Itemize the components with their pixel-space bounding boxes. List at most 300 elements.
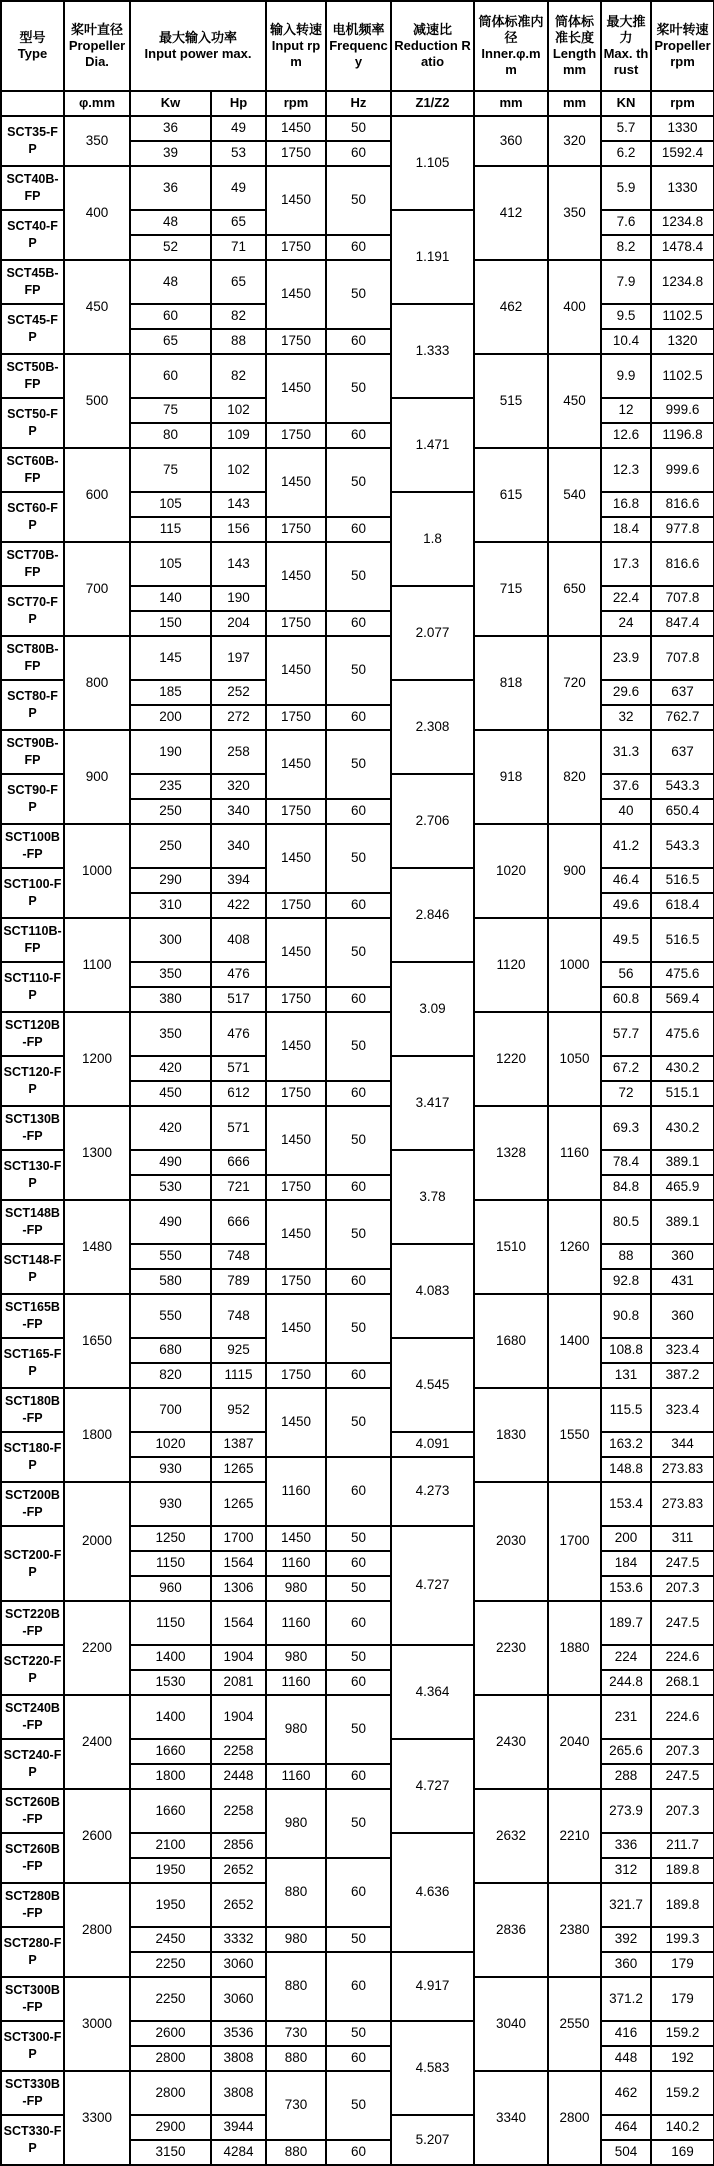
max-thrust-cell: 464 [601, 2115, 651, 2140]
power-kw-cell: 150 [130, 611, 211, 636]
power-hp-cell: 102 [211, 398, 266, 423]
max-thrust-cell: 336 [601, 1833, 651, 1858]
table-row [1, 636, 714, 680]
model-cell: SCT180B-FP [1, 1388, 64, 1432]
input-rpm-cell: 1750 [266, 1081, 326, 1106]
input-rpm-cell: 880 [266, 2140, 326, 2165]
frequency-cell: 60 [326, 2140, 391, 2165]
power-hp-cell: 3060 [211, 1977, 266, 2021]
frequency-cell: 60 [326, 1601, 391, 1645]
max-thrust-cell: 31.3 [601, 730, 651, 774]
power-kw-cell: 680 [130, 1338, 211, 1363]
inner-dia-cell: 918 [474, 730, 548, 824]
power-kw-cell: 420 [130, 1106, 211, 1150]
frequency-cell: 50 [326, 1294, 391, 1363]
max-thrust-cell: 90.8 [601, 1294, 651, 1338]
propeller-rpm-cell: 247.5 [651, 1764, 714, 1789]
power-hp-cell: 143 [211, 492, 266, 517]
power-kw-cell: 145 [130, 636, 211, 680]
frequency-cell: 50 [326, 448, 391, 517]
frequency-cell: 60 [326, 1269, 391, 1294]
propeller-rpm-cell: 1478.4 [651, 235, 714, 260]
model-cell: SCT330-FP [1, 2115, 64, 2165]
propeller-dia-cell: 3000 [64, 1977, 130, 2071]
max-thrust-cell: 23.9 [601, 636, 651, 680]
model-cell: SCT60B-FP [1, 448, 64, 492]
input-rpm-cell: 1750 [266, 705, 326, 730]
length-cell: 1880 [548, 1601, 601, 1695]
input-rpm-cell: 1750 [266, 1363, 326, 1388]
model-cell: SCT300B-FP [1, 1977, 64, 2021]
propeller-rpm-cell: 247.5 [651, 1551, 714, 1576]
table-row [1, 1789, 714, 1833]
input-rpm-cell: 980 [266, 1789, 326, 1858]
power-hp-cell: 2081 [211, 1670, 266, 1695]
max-thrust-cell: 5.7 [601, 116, 651, 141]
model-cell: SCT300-FP [1, 2021, 64, 2071]
power-kw-cell: 39 [130, 141, 211, 166]
input-rpm-cell: 980 [266, 1695, 326, 1764]
frequency-cell: 50 [326, 824, 391, 893]
col-header-type-zh: 型号 [19, 29, 46, 45]
power-kw-cell: 2450 [130, 1927, 211, 1952]
reduction-ratio-cell: 3.09 [391, 962, 474, 1056]
power-hp-cell: 1904 [211, 1695, 266, 1739]
power-hp-cell: 517 [211, 987, 266, 1012]
propeller-rpm-cell: 1102.5 [651, 354, 714, 398]
model-cell: SCT260B-FP [1, 1833, 64, 1883]
power-hp-cell: 340 [211, 799, 266, 824]
power-kw-cell: 550 [130, 1294, 211, 1338]
frequency-cell: 60 [326, 141, 391, 166]
reduction-ratio-cell: 4.273 [391, 1457, 474, 1526]
max-thrust-cell: 244.8 [601, 1670, 651, 1695]
length-cell: 2550 [548, 1977, 601, 2071]
max-thrust-cell: 5.9 [601, 166, 651, 210]
max-thrust-cell: 224 [601, 1645, 651, 1670]
power-hp-cell: 721 [211, 1175, 266, 1200]
table-body [1, 116, 714, 2165]
max-thrust-cell: 69.3 [601, 1106, 651, 1150]
model-cell: SCT220-FP [1, 1645, 64, 1695]
max-thrust-cell: 9.9 [601, 354, 651, 398]
power-kw-cell: 200 [130, 705, 211, 730]
inner-dia-cell: 2030 [474, 1482, 548, 1601]
input-rpm-cell: 1160 [266, 1764, 326, 1789]
max-thrust-cell: 8.2 [601, 235, 651, 260]
propeller-dia-cell: 2800 [64, 1883, 130, 1977]
input-rpm-cell: 1450 [266, 730, 326, 799]
frequency-cell: 60 [326, 1858, 391, 1927]
propeller-rpm-cell: 707.8 [651, 636, 714, 680]
propeller-rpm-cell: 211.7 [651, 1833, 714, 1858]
inner-dia-cell: 2836 [474, 1883, 548, 1977]
power-kw-cell: 48 [130, 260, 211, 304]
power-kw-cell: 490 [130, 1150, 211, 1175]
max-thrust-cell: 321.7 [601, 1883, 651, 1927]
propeller-dia-cell: 2400 [64, 1695, 130, 1789]
propeller-rpm-cell: 344 [651, 1432, 714, 1457]
power-kw-cell: 80 [130, 423, 211, 448]
table-row [1, 260, 714, 304]
power-kw-cell: 60 [130, 354, 211, 398]
power-hp-cell: 952 [211, 1388, 266, 1432]
unit-kw: Kw [130, 91, 211, 116]
input-rpm-cell: 730 [266, 2021, 326, 2046]
power-hp-cell: 143 [211, 542, 266, 586]
max-thrust-cell: 32 [601, 705, 651, 730]
propeller-rpm-cell: 1592.4 [651, 141, 714, 166]
power-hp-cell: 571 [211, 1056, 266, 1081]
power-hp-cell: 408 [211, 918, 266, 962]
propeller-rpm-cell: 1234.8 [651, 210, 714, 235]
frequency-cell: 50 [326, 542, 391, 611]
reduction-ratio-cell: 3.417 [391, 1056, 474, 1150]
inner-dia-cell: 2230 [474, 1601, 548, 1695]
propeller-rpm-cell: 389.1 [651, 1200, 714, 1244]
max-thrust-cell: 115.5 [601, 1388, 651, 1432]
power-kw-cell: 105 [130, 542, 211, 586]
max-thrust-cell: 200 [601, 1526, 651, 1551]
inner-dia-cell: 1680 [474, 1294, 548, 1388]
frequency-cell: 50 [326, 1645, 391, 1670]
reduction-ratio-cell: 2.846 [391, 868, 474, 962]
max-thrust-cell: 10.4 [601, 329, 651, 354]
max-thrust-cell: 60.8 [601, 987, 651, 1012]
max-thrust-cell: 18.4 [601, 517, 651, 542]
propeller-dia-cell: 1650 [64, 1294, 130, 1388]
power-hp-cell: 3060 [211, 1952, 266, 1977]
power-kw-cell: 1660 [130, 1789, 211, 1833]
length-cell: 450 [548, 354, 601, 448]
power-hp-cell: 476 [211, 1012, 266, 1056]
propeller-rpm-cell: 475.6 [651, 962, 714, 987]
max-thrust-cell: 288 [601, 1764, 651, 1789]
power-hp-cell: 3808 [211, 2046, 266, 2071]
propeller-rpm-cell: 1330 [651, 116, 714, 141]
input-rpm-cell: 880 [266, 1858, 326, 1927]
reduction-ratio-cell: 4.727 [391, 1739, 474, 1833]
model-cell: SCT148B-FP [1, 1200, 64, 1244]
max-thrust-cell: 84.8 [601, 1175, 651, 1200]
power-kw-cell: 930 [130, 1457, 211, 1482]
propeller-rpm-cell: 311 [651, 1526, 714, 1551]
frequency-cell: 60 [326, 799, 391, 824]
frequency-cell: 60 [326, 987, 391, 1012]
propeller-rpm-cell: 543.3 [651, 824, 714, 868]
input-rpm-cell: 1450 [266, 1388, 326, 1457]
power-hp-cell: 1700 [211, 1526, 266, 1551]
max-thrust-cell: 40 [601, 799, 651, 824]
propeller-dia-cell: 400 [64, 166, 130, 260]
input-rpm-cell: 1450 [266, 1526, 326, 1551]
model-cell: SCT40-FP [1, 210, 64, 260]
power-hp-cell: 1387 [211, 1432, 266, 1457]
length-cell: 1400 [548, 1294, 601, 1388]
max-thrust-cell: 312 [601, 1858, 651, 1883]
propeller-rpm-cell: 247.5 [651, 1601, 714, 1645]
frequency-cell: 50 [326, 260, 391, 329]
propeller-rpm-cell: 618.4 [651, 893, 714, 918]
power-kw-cell: 115 [130, 517, 211, 542]
table-row [1, 542, 714, 586]
power-hp-cell: 748 [211, 1294, 266, 1338]
propeller-rpm-cell: 465.9 [651, 1175, 714, 1200]
power-kw-cell: 700 [130, 1388, 211, 1432]
inner-dia-cell: 818 [474, 636, 548, 730]
reduction-ratio-cell: 1.105 [391, 116, 474, 210]
input-rpm-cell: 1750 [266, 799, 326, 824]
power-kw-cell: 185 [130, 680, 211, 705]
power-kw-cell: 250 [130, 799, 211, 824]
table-row [1, 354, 714, 398]
model-cell: SCT200-FP [1, 1526, 64, 1601]
propeller-dia-cell: 900 [64, 730, 130, 824]
reduction-ratio-cell: 1.333 [391, 304, 474, 398]
propeller-rpm-cell: 189.8 [651, 1858, 714, 1883]
power-kw-cell: 1020 [130, 1432, 211, 1457]
max-thrust-cell: 448 [601, 2046, 651, 2071]
model-cell: SCT100-FP [1, 868, 64, 918]
max-thrust-cell: 56 [601, 962, 651, 987]
col-header-length: 筒体标准长度 Length mm [548, 1, 601, 91]
power-kw-cell: 350 [130, 962, 211, 987]
model-cell: SCT240B-FP [1, 1695, 64, 1739]
power-kw-cell: 105 [130, 492, 211, 517]
propeller-dia-cell: 700 [64, 542, 130, 636]
unit-dia: φ.mm [64, 91, 130, 116]
power-hp-cell: 1306 [211, 1576, 266, 1601]
propeller-dia-cell: 1100 [64, 918, 130, 1012]
table-row [1, 1200, 714, 1244]
frequency-cell: 50 [326, 918, 391, 987]
propeller-rpm-cell: 430.2 [651, 1056, 714, 1081]
frequency-cell: 60 [326, 1363, 391, 1388]
max-thrust-cell: 108.8 [601, 1338, 651, 1363]
input-rpm-cell: 1750 [266, 1269, 326, 1294]
power-kw-cell: 380 [130, 987, 211, 1012]
power-kw-cell: 1150 [130, 1551, 211, 1576]
power-hp-cell: 612 [211, 1081, 266, 1106]
propeller-dia-cell: 800 [64, 636, 130, 730]
power-kw-cell: 36 [130, 116, 211, 141]
power-hp-cell: 1564 [211, 1551, 266, 1576]
model-cell: SCT90-FP [1, 774, 64, 824]
propeller-rpm-cell: 179 [651, 1977, 714, 2021]
frequency-cell: 50 [326, 1695, 391, 1764]
propeller-rpm-cell: 650.4 [651, 799, 714, 824]
unit-prop-rpm: rpm [651, 91, 714, 116]
propeller-rpm-cell: 207.3 [651, 1739, 714, 1764]
propeller-dia-cell: 2600 [64, 1789, 130, 1883]
inner-dia-cell: 1510 [474, 1200, 548, 1294]
power-hp-cell: 272 [211, 705, 266, 730]
input-rpm-cell: 1750 [266, 987, 326, 1012]
table-row [1, 1601, 714, 1645]
col-header-inner-dia: 筒体标准内径 Inner.φ.mm [474, 1, 548, 91]
max-thrust-cell: 37.6 [601, 774, 651, 799]
propeller-dia-cell: 500 [64, 354, 130, 448]
power-hp-cell: 2258 [211, 1739, 266, 1764]
max-thrust-cell: 22.4 [601, 586, 651, 611]
model-cell: SCT280-FP [1, 1927, 64, 1977]
propeller-rpm-cell: 999.6 [651, 448, 714, 492]
power-kw-cell: 2250 [130, 1952, 211, 1977]
table-row [1, 1106, 714, 1150]
reduction-ratio-cell: 4.917 [391, 1952, 474, 2021]
power-hp-cell: 1265 [211, 1457, 266, 1482]
propeller-dia-cell: 450 [64, 260, 130, 354]
input-rpm-cell: 1750 [266, 329, 326, 354]
propeller-dia-cell: 350 [64, 116, 130, 166]
input-rpm-cell: 980 [266, 1576, 326, 1601]
input-rpm-cell: 1450 [266, 354, 326, 423]
model-cell: SCT260B-FP [1, 1789, 64, 1833]
power-kw-cell: 60 [130, 304, 211, 329]
max-thrust-cell: 231 [601, 1695, 651, 1739]
table-row [1, 448, 714, 492]
frequency-cell: 50 [326, 1927, 391, 1952]
model-cell: SCT110-FP [1, 962, 64, 1012]
power-kw-cell: 490 [130, 1200, 211, 1244]
frequency-cell: 50 [326, 2071, 391, 2140]
power-hp-cell: 925 [211, 1338, 266, 1363]
power-kw-cell: 820 [130, 1363, 211, 1388]
inner-dia-cell: 1328 [474, 1106, 548, 1200]
power-kw-cell: 1150 [130, 1601, 211, 1645]
col-header-type [1, 1, 64, 91]
table-row [1, 918, 714, 962]
power-hp-cell: 88 [211, 329, 266, 354]
power-hp-cell: 4284 [211, 2140, 266, 2165]
table-row [1, 1294, 714, 1338]
model-cell: SCT200B-FP [1, 1482, 64, 1526]
input-rpm-cell: 1750 [266, 141, 326, 166]
power-hp-cell: 422 [211, 893, 266, 918]
propeller-rpm-cell: 207.3 [651, 1576, 714, 1601]
max-thrust-cell: 67.2 [601, 1056, 651, 1081]
power-hp-cell: 3536 [211, 2021, 266, 2046]
max-thrust-cell: 9.5 [601, 304, 651, 329]
power-kw-cell: 1800 [130, 1764, 211, 1789]
max-thrust-cell: 265.6 [601, 1739, 651, 1764]
propeller-dia-cell: 1000 [64, 824, 130, 918]
power-hp-cell: 65 [211, 260, 266, 304]
power-hp-cell: 2258 [211, 1789, 266, 1833]
unit-length-mm: mm [548, 91, 601, 116]
col-header-input-power: 最大输入功率 Input power max. [130, 1, 266, 91]
table-row [1, 1695, 714, 1739]
col-header-max-thrust: 最大推力 Max. thrust [601, 1, 651, 91]
power-kw-cell: 1530 [130, 1670, 211, 1695]
frequency-cell: 60 [326, 705, 391, 730]
model-cell: SCT50B-FP [1, 354, 64, 398]
input-rpm-cell: 1750 [266, 517, 326, 542]
power-hp-cell: 2652 [211, 1883, 266, 1927]
power-kw-cell: 350 [130, 1012, 211, 1056]
table-header [1, 1, 714, 116]
propeller-dia-cell: 1200 [64, 1012, 130, 1106]
input-rpm-cell: 1450 [266, 636, 326, 705]
power-kw-cell: 930 [130, 1482, 211, 1526]
power-hp-cell: 197 [211, 636, 266, 680]
input-rpm-cell: 1750 [266, 611, 326, 636]
propeller-dia-cell: 2200 [64, 1601, 130, 1695]
length-cell: 1160 [548, 1106, 601, 1200]
reduction-ratio-cell: 4.727 [391, 1526, 474, 1645]
reduction-ratio-cell: 5.207 [391, 2115, 474, 2165]
power-kw-cell: 550 [130, 1244, 211, 1269]
propeller-dia-cell: 2000 [64, 1482, 130, 1601]
model-cell: SCT45-FP [1, 304, 64, 354]
model-cell: SCT50-FP [1, 398, 64, 448]
max-thrust-cell: 24 [601, 611, 651, 636]
power-hp-cell: 1564 [211, 1601, 266, 1645]
inner-dia-cell: 515 [474, 354, 548, 448]
length-cell: 400 [548, 260, 601, 354]
frequency-cell: 60 [326, 1457, 391, 1526]
power-kw-cell: 530 [130, 1175, 211, 1200]
power-kw-cell: 1950 [130, 1858, 211, 1883]
power-kw-cell: 2600 [130, 2021, 211, 2046]
model-cell: SCT148-FP [1, 1244, 64, 1294]
propeller-rpm-cell: 1330 [651, 166, 714, 210]
frequency-cell: 50 [326, 1200, 391, 1269]
frequency-cell: 50 [326, 1012, 391, 1081]
propeller-rpm-cell: 816.6 [651, 542, 714, 586]
power-kw-cell: 580 [130, 1269, 211, 1294]
unit-rpm: rpm [266, 91, 326, 116]
header-row-main [1, 1, 714, 91]
inner-dia-cell: 1020 [474, 824, 548, 918]
propeller-rpm-cell: 323.4 [651, 1338, 714, 1363]
power-kw-cell: 75 [130, 448, 211, 492]
propeller-rpm-cell: 224.6 [651, 1695, 714, 1739]
max-thrust-cell: 163.2 [601, 1432, 651, 1457]
propeller-rpm-cell: 637 [651, 680, 714, 705]
power-hp-cell: 82 [211, 304, 266, 329]
length-cell: 900 [548, 824, 601, 918]
input-rpm-cell: 1450 [266, 1012, 326, 1081]
length-cell: 2040 [548, 1695, 601, 1789]
propeller-rpm-cell: 159.2 [651, 2071, 714, 2115]
max-thrust-cell: 78.4 [601, 1150, 651, 1175]
power-hp-cell: 320 [211, 774, 266, 799]
frequency-cell: 50 [326, 2021, 391, 2046]
max-thrust-cell: 416 [601, 2021, 651, 2046]
frequency-cell: 50 [326, 730, 391, 799]
model-cell: SCT120B-FP [1, 1012, 64, 1056]
frequency-cell: 50 [326, 116, 391, 141]
propeller-rpm-cell: 387.2 [651, 1363, 714, 1388]
inner-dia-cell: 3040 [474, 1977, 548, 2071]
propeller-rpm-cell: 1102.5 [651, 304, 714, 329]
frequency-cell: 60 [326, 1952, 391, 2021]
col-header-input-rpm: 输入转速 Input rpm [266, 1, 326, 91]
frequency-cell: 60 [326, 1764, 391, 1789]
input-rpm-cell: 880 [266, 1952, 326, 2021]
power-kw-cell: 2100 [130, 1833, 211, 1858]
length-cell: 1050 [548, 1012, 601, 1106]
power-kw-cell: 75 [130, 398, 211, 423]
input-rpm-cell: 980 [266, 1645, 326, 1670]
power-hp-cell: 2652 [211, 1858, 266, 1883]
max-thrust-cell: 153.4 [601, 1482, 651, 1526]
power-hp-cell: 53 [211, 141, 266, 166]
table-row [1, 730, 714, 774]
col-header-type-en: Type [17, 46, 48, 61]
propeller-rpm-cell: 516.5 [651, 918, 714, 962]
